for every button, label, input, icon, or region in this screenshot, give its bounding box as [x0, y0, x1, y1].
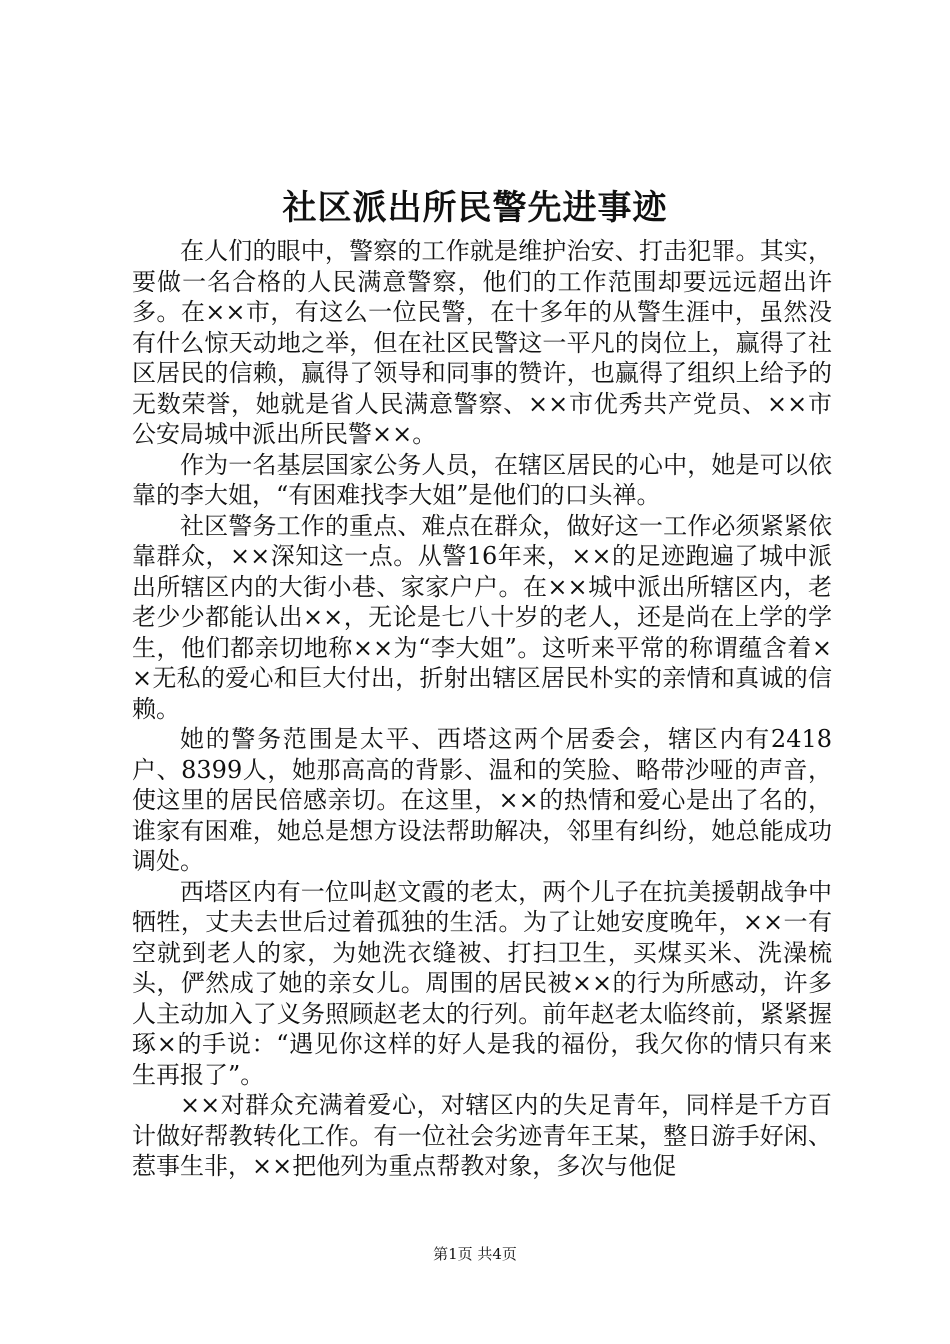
page-footer: 第1页 共4页 [433, 1245, 517, 1263]
paragraph: 西塔区内有一位叫赵文霞的老太，两个儿子在抗美援朝战争中牺牲，丈夫去世后过着孤独的生活。为了让她安度晚年，××一有空就到老人的家，为她洗衣缝被、打扫卫生，买煤买米、洗澡梳头，俨然成了她的亲女儿。周围的居民被××的行为所感动，许多人主动加入了义务照顾赵老太的行列。前年赵老太临终前，紧紧握琢×的手说：“遇见你这样的好人是我的福份，我欠你的情只有来生再报了”。 [132, 877, 832, 1089]
paragraph: 她的警务范围是太平、西塔这两个居委会，辖区内有2418户、8399人，她那高高的背影、温和的笑脸、略带沙哑的声音，使这里的居民倍感亲切。在这里，××的热情和爱心是出了名的，谁家有困难，她总是想方设法帮助解决，邻里有纠纷，她总能成功调处。 [132, 725, 832, 875]
paragraph: 在人们的眼中，警察的工作就是维护治安、打击犯罪。其实，要做一名合格的人民满意警察，他们的工作范围却要远远超出许多。在××市，有这么一位民警，在十多年的从警生涯中，虽然没有什么惊天动地之举，但在社区民警这一平凡的岗位上，赢得了社区居民的信赖，赢得了领导和同事的赞许，也赢得了组织上给予的无数荣誉，她就是省人民满意警察、××市优秀共产党员、××市公安局城中派出所民警××。 [132, 237, 832, 448]
paragraph: ××对群众充满着爱心，对辖区内的失足青年，同样是千方百计做好帮教转化工作。有一位社会劣迹青年王某，整日游手好闲、惹事生非，××把他列为重点帮教对象，多次与他促 [132, 1091, 832, 1180]
document-title: 社区派出所民警先进事迹 [282, 188, 668, 228]
paragraph: 作为一名基层国家公务人员，在辖区居民的心中，她是可以依靠的李大姐，“有困难找李大姐”是他们的口头禅。 [132, 450, 832, 509]
paragraph: 社区警务工作的重点、难点在群众，做好这一工作必须紧紧依靠群众，××深知这一点。从警16年来，××的足迹跑遍了城中派出所辖区内的大街小巷、家家户户。在××城中派出所辖区内，老老少少都能认出××，无论是七八十岁的老人，还是尚在上学的学生，他们都亲切地称××为“李大姐”。这听来平常的称谓蕴含着××无私的爱心和巨大付出，折射出辖区居民朴实的亲情和真诚的信赖。 [132, 511, 832, 723]
document-body [132, 236, 832, 1182]
